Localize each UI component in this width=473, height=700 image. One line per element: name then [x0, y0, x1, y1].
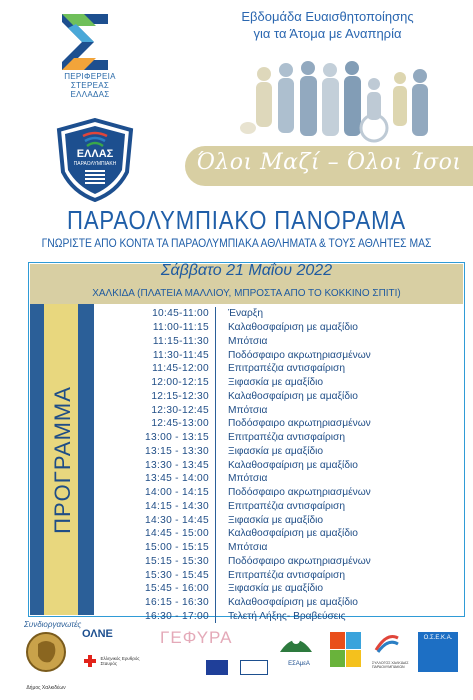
program-side-label: ΠΡΟΓΡΑΜΜΑ [50, 386, 75, 534]
schedule-activity: Ξιφασκία με αμαξίδιο [228, 377, 324, 389]
region-logo [50, 12, 130, 104]
schedule-time: 11:00-11:15 [152, 322, 209, 334]
schedule-row [105, 445, 463, 459]
schedule-activity: Καλαθοσφαίριση με αμαξίδιο [228, 597, 358, 609]
schedule-time: 12:30-12:45 [151, 404, 209, 416]
municipality-coin-icon [24, 630, 68, 680]
schedule-row [105, 403, 463, 417]
federation-logo-subname: ΠΑΡΑΟΛΥΜΠΙΑΚΗ [73, 161, 117, 167]
schedule-activity: Επιτραπέζια αντισφαίριση [228, 500, 345, 512]
schedule-row [105, 307, 463, 321]
schedule-row [105, 348, 463, 362]
region-name-line1: ΠΕΡΙΦΕΡΕΙΑ [64, 72, 116, 81]
esamea-emblem-icon [276, 626, 316, 656]
schedule-time: 14:15 - 14:30 [145, 500, 209, 512]
sponsor-olne-logo [82, 628, 142, 640]
schedule-activity: Επιτραπέζια αντισφαίριση [228, 569, 345, 581]
schedule-activity: Μπότσια [228, 542, 268, 554]
slogan-text: Όλοι Μαζί – Όλοι Ίσοι [196, 150, 462, 175]
schedule-activity: Τελετή Λήξης- Βραβεύσεις [228, 610, 346, 622]
schedule-activity: Μπότσια [228, 473, 268, 485]
schedule-time: 11:15-11:30 [152, 335, 209, 347]
sponsor-municipality-logo [24, 630, 68, 690]
schedule-row [105, 376, 463, 390]
schedule-list [105, 307, 463, 623]
schedule-time: 15:30 - 15:45 [145, 569, 209, 581]
schedule-time: 11:30-11:45 [152, 349, 209, 361]
schedule-row [105, 596, 463, 610]
schedule-row [105, 500, 463, 514]
schedule-row [105, 541, 463, 555]
event-subtitle: ΓΝΩΡΙΣΤΕ ΑΠΟ ΚΟΝΤΑ ΤΑ ΠΑΡΑΟΛΥΜΠΙΑΚΑ ΑΘΛΗΜΑΤΑ & ΤΟΥΣ ΑΘΛΗΤΕΣ ΜΑΣ [41, 238, 432, 250]
schedule-time: 14:45 - 15:00 [145, 528, 209, 540]
sponsor-municipality-name: Δήμος Χαλκιδέων [26, 685, 66, 691]
schedule-activity: Καλαθοσφαίριση με αμαξίδιο [228, 528, 358, 540]
schedule-time: 15:15 - 15:30 [145, 555, 209, 567]
sigma-logo-icon [50, 12, 130, 72]
espa-logo-icon [240, 660, 268, 675]
schedule-row [105, 321, 463, 335]
eu-flag-icon [206, 660, 228, 675]
federation-shield-icon [55, 118, 135, 202]
sponsor-esamea-logo [276, 626, 322, 667]
schedule-row [105, 486, 463, 500]
schedule-row [105, 390, 463, 404]
paralympic-federation-logo [55, 118, 135, 202]
schedule-time: 13:00 - 13:15 [145, 432, 209, 444]
schedule-row [105, 431, 463, 445]
sponsor-esamea-name: ΕΣΑμεΑ [288, 661, 310, 667]
event-location: ΧΑΛΚΙΔΑ (ΠΛΑΤΕΙΑ ΜΑΛΛΙΟΥ, ΜΠΡΟΣΤΑ ΑΠΟ ΤΟ ΚΟΚΚΙΝΟ ΣΠΙΤΙ) [92, 287, 401, 299]
schedule-activity: Καλαθοσφαίριση με αμαξίδιο [228, 322, 358, 334]
schedule-activity: Ποδόσφαιρο ακρωτηριασμένων [228, 349, 371, 361]
awareness-week-title [190, 8, 465, 42]
schedule-row [105, 527, 463, 541]
sponsor-club-name: ΣΥΛΛΟΓΟΣ ΧΑΛΚΙΔΑΣ ΠΑΡΑΟΛΥΜΠΙΑΚΩΝ [372, 661, 409, 669]
schedule-activity: Επιτραπέζια αντισφαίριση [228, 432, 345, 444]
federation-logo-name: ΕΛΛΑΣ [76, 148, 114, 160]
schedule-activity: Καλαθοσφαίριση με αμαξίδιο [228, 390, 358, 402]
red-cross-icon [84, 655, 96, 667]
schedule-row [105, 555, 463, 569]
schedule-activity: Μπότσια [228, 335, 268, 347]
schedule-row [105, 458, 463, 472]
schedule-time: 15:00 - 15:15 [145, 542, 209, 554]
sponsor-red-cross-name: Ελληνικός Ερυθρός Σταυρός [100, 655, 140, 666]
schedule-time: 16:30 - 17:00 [145, 610, 209, 622]
schedule-activity: Ποδόσφαιρο ακρωτηριασμένων [228, 555, 371, 567]
schedule-time: 13:15 - 13:30 [145, 445, 209, 457]
sponsor-colorful-logo [330, 632, 362, 668]
schedule-time: 15:45 - 16:00 [145, 583, 209, 595]
schedule-time: 16:15 - 16:30 [145, 597, 209, 609]
sponsor-oseka-name: Ο.Σ.Ε.Κ.Α. [423, 635, 453, 641]
schedule-time: 13:30 - 13:45 [145, 459, 209, 471]
sponsors-label: Συνδιοργανωτές [24, 620, 82, 629]
sponsor-olne-name: ΟΛΝΕ [82, 628, 113, 640]
awareness-title-line1: Εβδομάδα Ευαισθητοποίησης [241, 9, 414, 24]
schedule-activity: Ξιφασκία με αμαξίδιο [228, 514, 324, 526]
schedule-activity: Ποδόσφαιρο ακρωτηριασμένων [228, 418, 371, 430]
sponsor-oseka-logo [418, 632, 458, 672]
schedule-time: 12:15-12:30 [151, 390, 209, 402]
sponsor-chalkida-paralympic-club-logo [372, 630, 416, 669]
schedule-row [105, 472, 463, 486]
region-name-line3: ΕΛΛΑΔΑΣ [70, 90, 110, 99]
event-date: Σάββατο 21 Μαΐου 2022 [160, 262, 333, 279]
schedule-row [105, 335, 463, 349]
schedule-activity: Ξιφασκία με αμαξίδιο [228, 583, 324, 595]
people-silhouettes-illustration [240, 56, 470, 151]
event-title: ΠΑΡΑΟΛΥΜΠΙΑΚΟ ΠΑΝΟΡΑΜΑ [67, 205, 406, 235]
schedule-row [105, 417, 463, 431]
schedule-time: 10:45-11:00 [152, 308, 209, 320]
awareness-title-line2: για τα Άτομα με Αναπηρία [253, 26, 402, 41]
schedule-row [105, 582, 463, 596]
schedule-activity: Καλαθοσφαίριση με αμαξίδιο [228, 459, 358, 471]
schedule-time: 14:30 - 14:45 [145, 514, 209, 526]
schedule-activity: Ξιφασκία με αμαξίδιο [228, 445, 324, 457]
schedule-row [105, 362, 463, 376]
schedule-row [105, 610, 463, 624]
schedule-time: 12:00-12:15 [151, 377, 209, 389]
schedule-activity: Έναρξη [228, 308, 263, 320]
region-name-line2: ΣΤΕΡΕΑΣ [70, 81, 110, 90]
schedule-time: 13:45 - 14:00 [145, 473, 209, 485]
schedule-activity: Ποδόσφαιρο ακρωτηριασμένων [228, 487, 371, 499]
schedule-time: 11:45-12:00 [152, 363, 209, 375]
schedule-activity: Μπότσια [228, 404, 268, 416]
club-swoosh-icon [372, 630, 402, 656]
schedule-time: 14:00 - 14:15 [145, 487, 209, 499]
schedule-row [105, 513, 463, 527]
sponsor-gefyra-logo [160, 628, 233, 648]
schedule-time: 12:45-13:00 [151, 418, 209, 430]
schedule-row [105, 568, 463, 582]
sponsor-gefyra-name: ΓΕΦΥΡΑ [160, 628, 233, 647]
sponsor-red-cross-logo [84, 652, 156, 670]
schedule-activity: Επιτραπέζια αντισφαίριση [228, 363, 345, 375]
